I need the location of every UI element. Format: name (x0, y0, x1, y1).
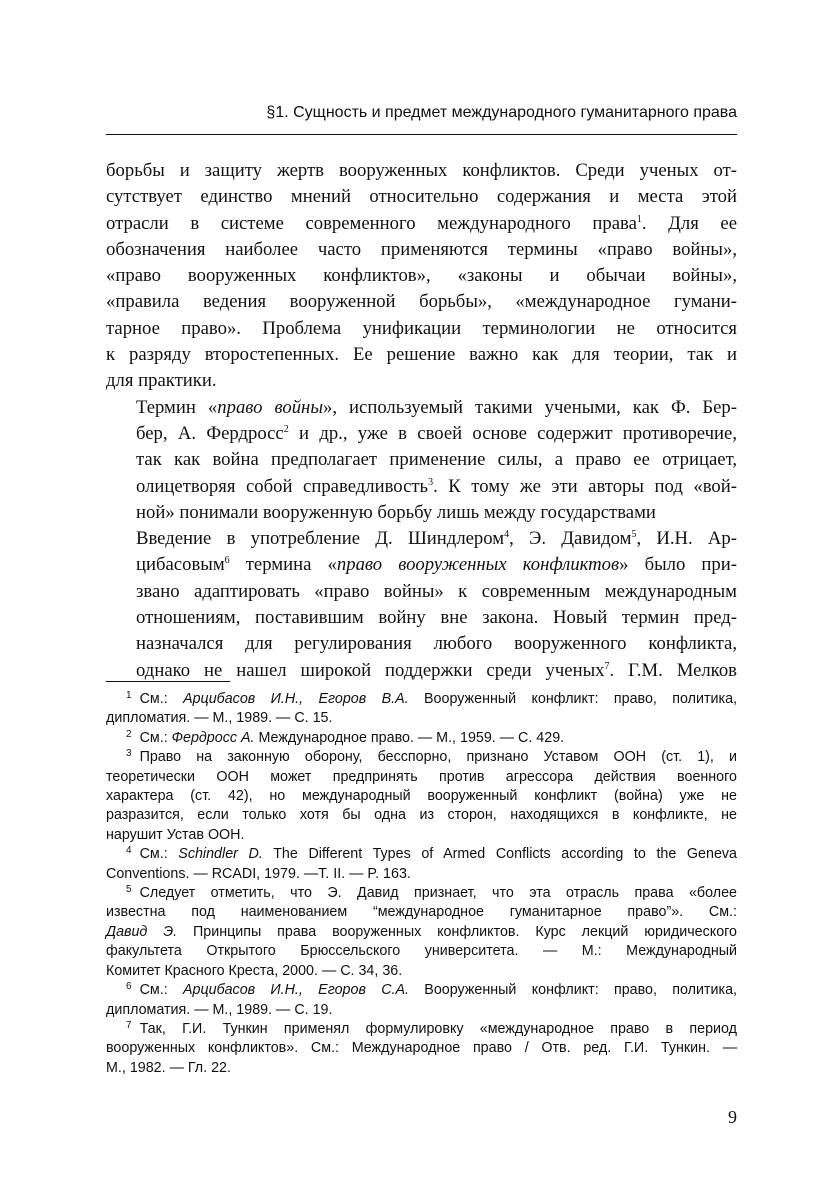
header-rule (106, 134, 737, 135)
footnote-ref: 1 (636, 213, 642, 225)
text-line: отношениям, поставившим войну вне закона. Новый термин пред- (136, 607, 737, 629)
footnote-4: $^4$ См.: Schindler D. The Different Types of Armed Conflicts according to the Geneva Conventions. — RCADI, 1979. —T. II. — P. 163. (106, 845, 738, 882)
text-line: Термин «право войны», используемый такими учеными, как Ф. Бер- (136, 396, 737, 418)
footnote-ref: 2 (283, 423, 289, 435)
term-italic: право вооруженных конфликтов (336, 554, 620, 576)
footnotes (106, 690, 737, 1078)
footnote-ref: 4 (504, 529, 510, 541)
text-line: сутствует единство мнений относительно содержания и места этой (106, 186, 737, 208)
footnote-1: $^1$ См.: Арцибасов И.Н., Егоров В.А. Вооруженный конфликт: право, политика, дипломатия. — М., 1989. — С. 15. (106, 690, 737, 727)
text-line: обозначения наиболее часто применяются термины «право войны», (106, 238, 737, 260)
footnote-ref: 7 (604, 660, 610, 672)
footnote-7: $^7$ Так, Г.И. Тункин применял формулировку «международное право в период вооруженных конфликтов». См.: Международное право / Отв. ред. Г.И. Тункин. — М., 1982. — Гл. 22. (106, 1019, 737, 1076)
footnote-5: $^5$ Следует отметить, что Э. Давид признает, что эта отрасль права «более известна под наименованием “международное гуманитарное право”». См.: Давид Э. Принципы права вооруженных конфликтов. Курс лекций юридического факультета Открытого Брюссельского университета. — М.: Международный Комитет Красного Креста, 2000. — С. 34, 36. (106, 884, 737, 979)
text-line: «правила ведения вооруженной борьбы», «международное гумани- (106, 291, 737, 313)
author-italic: Арцибасов И.Н., Егоров В.А. (183, 691, 409, 707)
paragraph-3 (106, 526, 737, 684)
paragraph-1 (106, 158, 737, 395)
text-line: однако не нашел широкой поддержки среди ученых$^7$. Г.М. Мелков (136, 659, 737, 681)
text-line: к разряду второстепенных. Ее решение важно как для теории, так и (106, 344, 737, 366)
author-italic: Фердросс А. (171, 729, 255, 746)
text-line: борьбы и защиту жертв вооруженных конфликтов. Среди ученых от- (106, 160, 737, 181)
text-line: бер, А. Фердросс$^2$ и др., уже в своей основе содержит противоречие, (136, 422, 737, 444)
footnote-ref: 3 (428, 476, 434, 488)
page-number: 9 (728, 1107, 737, 1127)
text-line: для практики. (106, 370, 217, 392)
running-head: §1. Сущность и предмет международного гуманитарного права (266, 104, 737, 121)
paragraph-2 (106, 395, 737, 526)
text-line: «право вооруженных конфликтов», «законы и обычаи войны», (106, 265, 737, 287)
text-line: назначался для регулирования любого вооруженного конфликта, (136, 633, 737, 655)
text-line: Введение в употребление Д. Шиндлером$^4$, Э. Давидом$^5$, И.Н. Ар- (136, 528, 737, 550)
footnote-ref: 6 (224, 555, 230, 567)
footnote-3: $^3$ Право на законную оборону, бесспорно, признано Уставом ООН (ст. 1), и теоретически ООН может предпринять против агрессора действия военного характера (ст. 42), но международный вооруженный конфликт (война) уже не разразится, если только хотя бы одна из сторон, находящихся в конфликте, не нарушит Устав ООН. (106, 748, 737, 843)
footnote-6: $^6$ См.: Арцибасов И.Н., Егоров С.А. Вооруженный конфликт: право, политика, дипломатия. — М., 1989. — С. 19. (106, 981, 737, 1018)
footnote-rule (106, 681, 230, 682)
main-text (106, 158, 737, 684)
text-line: цибасовым$^6$ термина «право вооруженных конфликтов» было при- (136, 554, 737, 576)
author-italic: Schindler D. (178, 846, 263, 863)
footnote-ref: 5 (631, 529, 637, 541)
text-line: так как война предполагает применение силы, а право ее отрицает, (136, 449, 737, 471)
text-line: звано адаптировать «право войны» к современным международным (136, 580, 737, 602)
text-line: отрасли в системе современного международного права$^1$. Для ее (106, 212, 737, 234)
term-italic: право войны (217, 396, 323, 418)
author-italic: Давид Э. (106, 923, 178, 940)
text-line: тарное право». Проблема унификации терминологии не относится (106, 317, 737, 339)
text-line: ной» понимали вооруженную борьбу лишь между государствами (136, 501, 656, 523)
text-line: олицетворяя собой справедливость$^3$. К тому же эти авторы под «вой- (136, 475, 737, 497)
footnote-2: $^2$ См.: Фердросс А. Международное право. — М., 1959. — С. 429. (126, 728, 565, 746)
author-italic: Арцибасов И.Н., Егоров С.А. (182, 982, 410, 999)
